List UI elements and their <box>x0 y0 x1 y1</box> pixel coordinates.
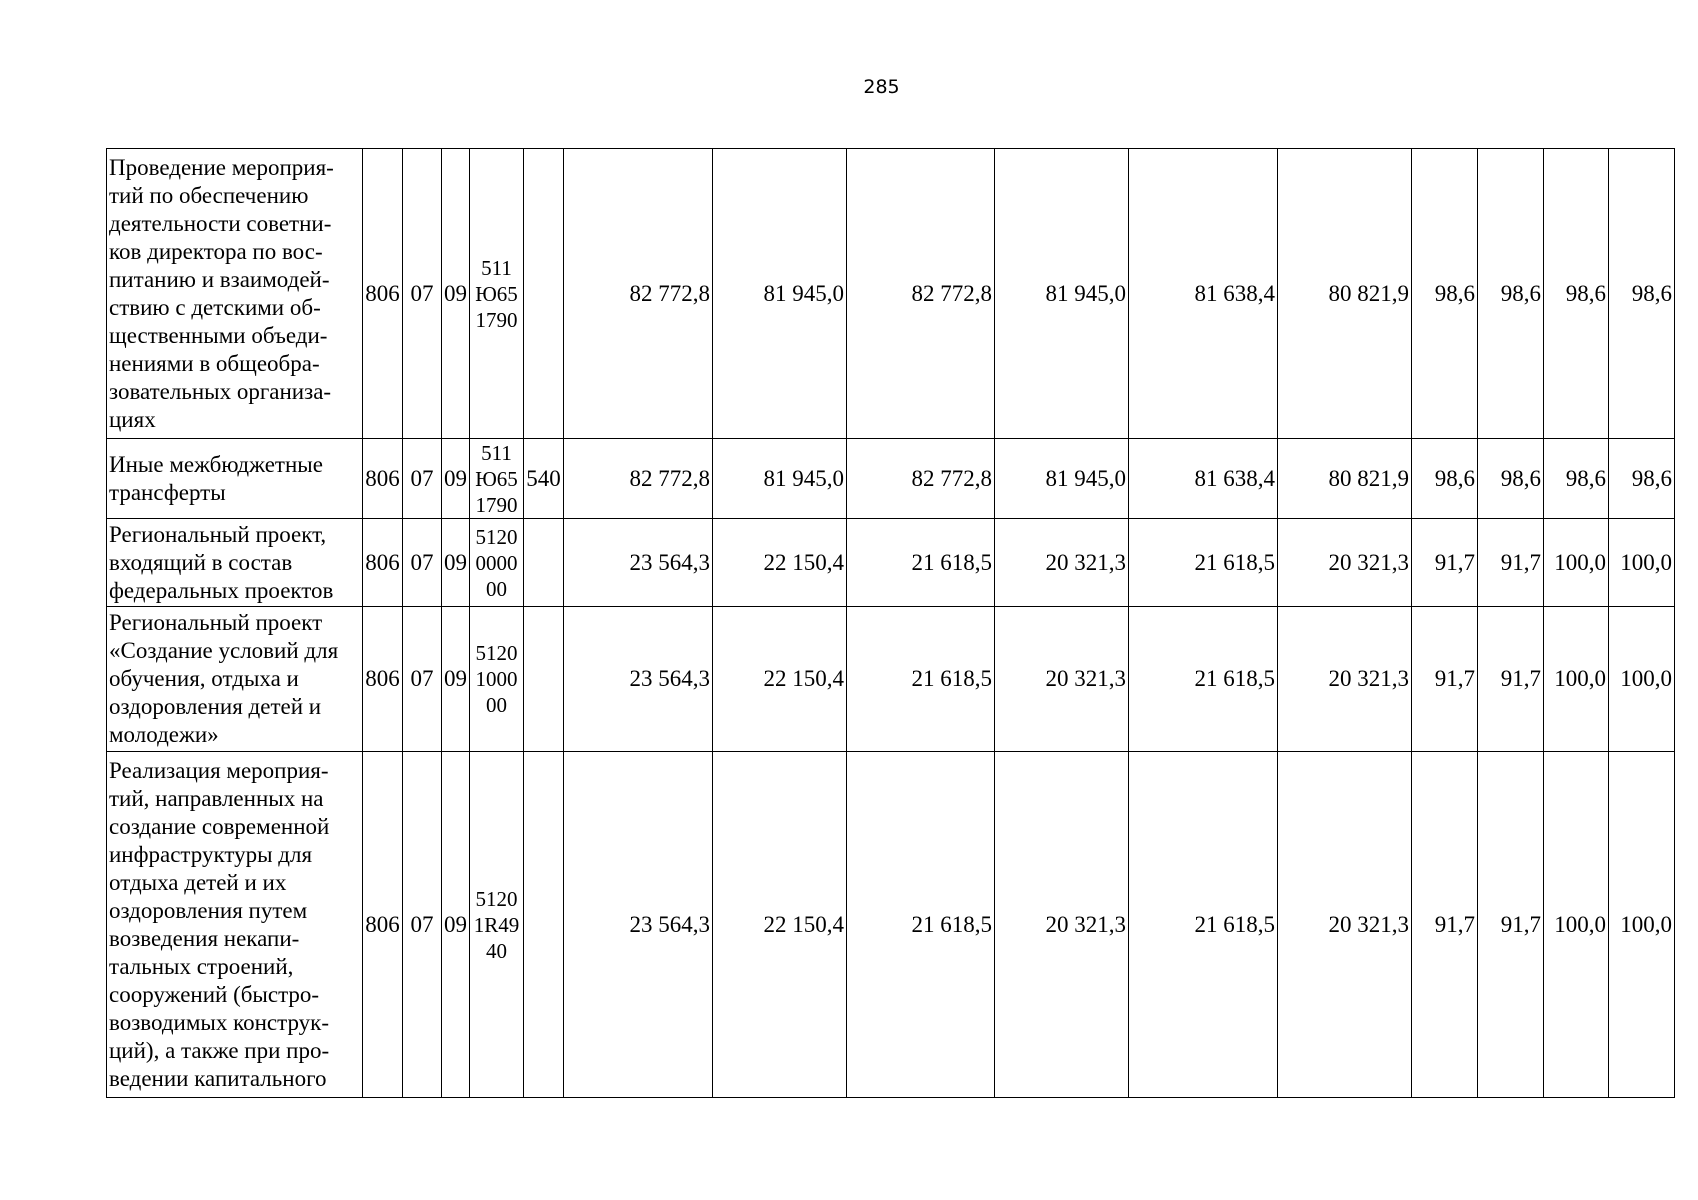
row-name: Реализация мероприя-тий, направленных на создание современной инфраструктуры для отдыха детей и их оздоровления путем возведения некапи-тальных строений, сооружений (быстро-возводимых конструк-ций), а также при про-ведении капитального <box>107 752 363 1098</box>
expense-type-code <box>524 607 564 752</box>
percent-2: 91,7 <box>1478 519 1544 607</box>
subsection-code: 09 <box>442 519 470 607</box>
percent-4: 100,0 <box>1609 752 1675 1098</box>
percent-2: 98,6 <box>1478 439 1544 519</box>
target-article-code: 511 Ю65 1790 <box>470 149 524 439</box>
percent-4: 98,6 <box>1609 149 1675 439</box>
subsection-code: 09 <box>442 149 470 439</box>
table-row <box>107 149 1675 439</box>
subsection-code: 09 <box>442 439 470 519</box>
subsection-code: 09 <box>442 752 470 1098</box>
expense-type-code: 540 <box>524 439 564 519</box>
percent-4: 100,0 <box>1609 519 1675 607</box>
value-6: 80 821,9 <box>1278 439 1412 519</box>
section-code: 07 <box>403 149 442 439</box>
value-1: 23 564,3 <box>564 607 713 752</box>
ved-code: 806 <box>363 752 403 1098</box>
expense-type-code <box>524 149 564 439</box>
ved-code: 806 <box>363 439 403 519</box>
page-number: 285 <box>863 76 900 98</box>
budget-table <box>106 148 1675 1098</box>
value-1: 82 772,8 <box>564 149 713 439</box>
value-2: 81 945,0 <box>713 149 847 439</box>
value-5: 21 618,5 <box>1129 519 1278 607</box>
value-4: 81 945,0 <box>995 149 1129 439</box>
table-row <box>107 439 1675 519</box>
section-code: 07 <box>403 519 442 607</box>
expense-type-code <box>524 752 564 1098</box>
percent-1: 98,6 <box>1412 149 1478 439</box>
percent-3: 100,0 <box>1544 607 1609 752</box>
value-4: 20 321,3 <box>995 607 1129 752</box>
value-5: 81 638,4 <box>1129 149 1278 439</box>
target-article-code: 5120 1000 00 <box>470 607 524 752</box>
value-2: 81 945,0 <box>713 439 847 519</box>
value-4: 20 321,3 <box>995 752 1129 1098</box>
table-row <box>107 519 1675 607</box>
ved-code: 806 <box>363 519 403 607</box>
value-6: 20 321,3 <box>1278 519 1412 607</box>
row-name: Иные межбюджетные трансферты <box>107 439 363 519</box>
table-row <box>107 607 1675 752</box>
section-code: 07 <box>403 439 442 519</box>
value-3: 82 772,8 <box>847 149 995 439</box>
value-5: 81 638,4 <box>1129 439 1278 519</box>
value-2: 22 150,4 <box>713 752 847 1098</box>
row-name: Региональный проект, входящий в состав федеральных проектов <box>107 519 363 607</box>
percent-4: 98,6 <box>1609 439 1675 519</box>
section-code: 07 <box>403 607 442 752</box>
expense-type-code <box>524 519 564 607</box>
value-3: 21 618,5 <box>847 752 995 1098</box>
row-name: Проведение мероприя-тий по обеспечению деятельности советни-ков директора по вос-питанию и взаимодей-ствию с детскими об-щественными объеди-нениями в общеобра-зовательных организа-циях <box>107 149 363 439</box>
percent-3: 98,6 <box>1544 149 1609 439</box>
section-code: 07 <box>403 752 442 1098</box>
row-name: Региональный проект «Создание условий для обучения, отдыха и оздоровления детей и молодежи» <box>107 607 363 752</box>
subsection-code: 09 <box>442 607 470 752</box>
value-4: 20 321,3 <box>995 519 1129 607</box>
percent-2: 91,7 <box>1478 607 1544 752</box>
percent-3: 100,0 <box>1544 519 1609 607</box>
value-1: 23 564,3 <box>564 752 713 1098</box>
value-3: 21 618,5 <box>847 519 995 607</box>
value-3: 21 618,5 <box>847 607 995 752</box>
value-5: 21 618,5 <box>1129 752 1278 1098</box>
percent-3: 100,0 <box>1544 752 1609 1098</box>
value-4: 81 945,0 <box>995 439 1129 519</box>
percent-1: 91,7 <box>1412 752 1478 1098</box>
target-article-code: 511 Ю65 1790 <box>470 439 524 519</box>
target-article-code: 5120 1R49 40 <box>470 752 524 1098</box>
value-1: 23 564,3 <box>564 519 713 607</box>
value-1: 82 772,8 <box>564 439 713 519</box>
percent-1: 98,6 <box>1412 439 1478 519</box>
percent-1: 91,7 <box>1412 607 1478 752</box>
percent-2: 91,7 <box>1478 752 1544 1098</box>
value-6: 20 321,3 <box>1278 607 1412 752</box>
value-5: 21 618,5 <box>1129 607 1278 752</box>
table-row <box>107 752 1675 1098</box>
ved-code: 806 <box>363 149 403 439</box>
value-3: 82 772,8 <box>847 439 995 519</box>
value-2: 22 150,4 <box>713 607 847 752</box>
percent-4: 100,0 <box>1609 607 1675 752</box>
value-2: 22 150,4 <box>713 519 847 607</box>
percent-3: 98,6 <box>1544 439 1609 519</box>
percent-2: 98,6 <box>1478 149 1544 439</box>
value-6: 20 321,3 <box>1278 752 1412 1098</box>
ved-code: 806 <box>363 607 403 752</box>
percent-1: 91,7 <box>1412 519 1478 607</box>
target-article-code: 5120 0000 00 <box>470 519 524 607</box>
value-6: 80 821,9 <box>1278 149 1412 439</box>
